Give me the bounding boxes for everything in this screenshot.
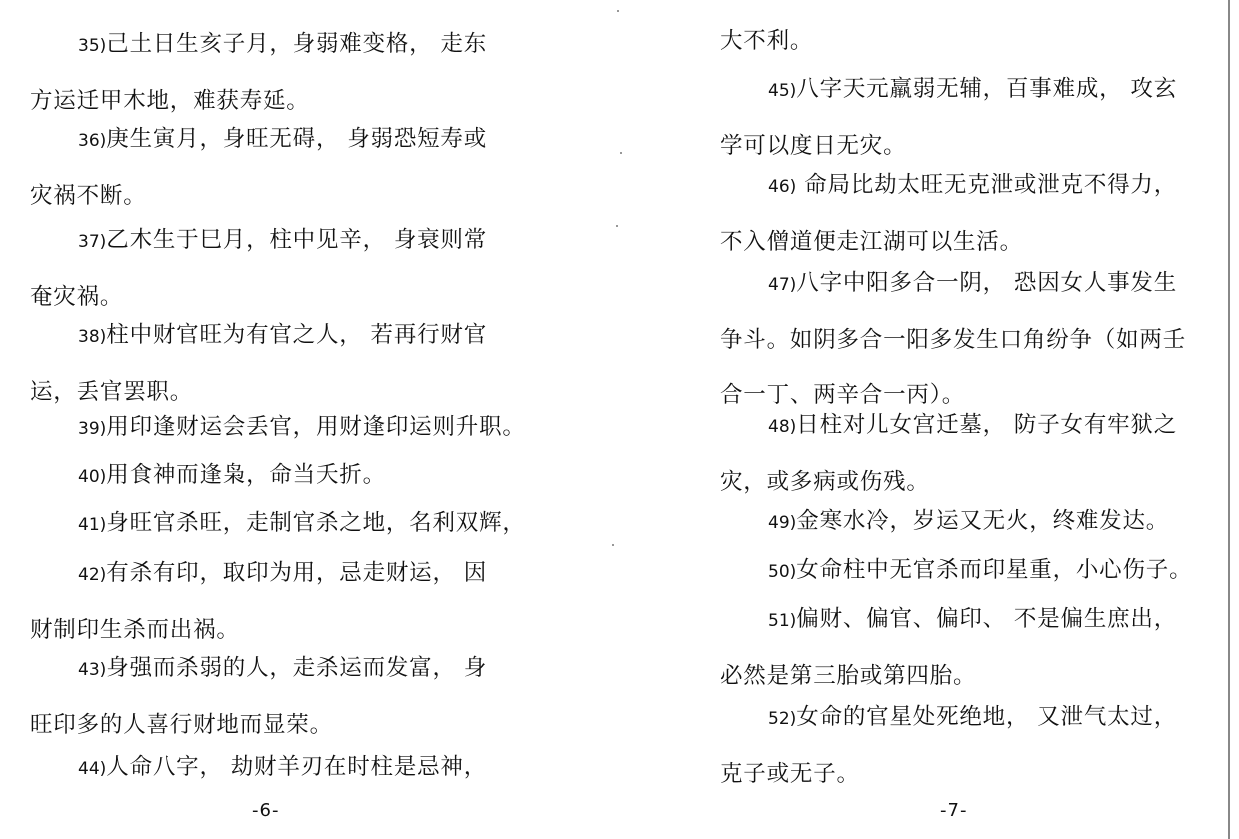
paragraph-line: 偏财、偏官、偏印、 不是偏生庶出，: [796, 606, 1178, 632]
paragraph-line: 庚生寅月，身旺无碍， 身弱恐短寿或: [106, 126, 488, 152]
paragraph-number: 52): [768, 709, 797, 729]
paragraph-line: 用食神而逢枭，命当夭折。: [106, 462, 386, 488]
scan-edge: [1228, 0, 1230, 839]
paragraph-line: 命局比劫太旺无克泄或泄克不得力，: [796, 172, 1178, 198]
paragraph-line: 身强而杀弱的人，走杀运而发富， 身: [106, 655, 488, 681]
paragraph-line: 八字天元羸弱无辅，百事难成， 攻玄: [796, 76, 1178, 102]
paragraph-44: [30, 740, 530, 797]
paragraph-line: 不入僧道便走江湖可以生活。: [720, 229, 1023, 255]
paragraph-line: 奄灾祸。: [30, 284, 124, 310]
paragraph-number: 38): [78, 327, 107, 347]
paragraph-36: [30, 112, 530, 224]
paragraph-number: 41): [78, 515, 107, 535]
scan-speck: [612, 544, 614, 546]
paragraph-line: 人命八字， 劫财羊刃在时柱是忌神，: [106, 754, 488, 780]
paragraph-line: 身旺官杀旺，走制官杀之地，名利双辉，: [106, 510, 526, 536]
page-number-left: -6-: [252, 800, 280, 821]
paragraph-line: 必然是第三胎或第四胎。: [720, 663, 977, 689]
paragraph-51: [720, 592, 1220, 704]
paragraph-line: 乙木生于巳月，柱中见辛， 身衰则常: [106, 227, 488, 253]
paragraph-number: 45): [768, 81, 797, 101]
paragraph-line: 运，丢官罢职。: [30, 379, 194, 405]
paragraph-line: 用印逢财运会丢官，用财逢印运则升职。: [106, 414, 526, 440]
left-page: [30, 0, 530, 839]
right-page: [720, 0, 1220, 839]
paragraph-number: 36): [78, 131, 107, 151]
paragraph-line: 旺印多的人喜行财地而显荣。: [30, 712, 333, 738]
paragraph-line: 灾祸不断。: [30, 183, 147, 209]
page-number-right: -7-: [940, 800, 968, 821]
paragraph-line: 己土日生亥子月，身弱难变格， 走东: [106, 31, 488, 57]
paragraph-line: 八字中阳多合一阴， 恐因女人事发生: [796, 270, 1178, 296]
paragraph-line: 日柱对儿女宫迁墓， 防子女有牢狱之: [796, 412, 1178, 438]
paragraph-line: 学可以度日无灾。: [720, 133, 907, 159]
scan-speck: [620, 152, 622, 154]
paragraph-number: 35): [78, 36, 107, 56]
paragraph-41: [30, 496, 530, 553]
paragraph-number: 37): [78, 232, 107, 252]
paragraph-number: 44): [78, 759, 107, 779]
scan-speck: [617, 10, 619, 12]
paragraph-number: 43): [78, 660, 107, 680]
paragraph-number: 46): [768, 177, 797, 197]
paragraph-line: 女命柱中无官杀而印星重，小心伤子。: [796, 557, 1193, 583]
paragraph-number: 48): [768, 417, 797, 437]
scan-speck: [616, 225, 618, 227]
paragraph-line: 争斗。如阴多合一阳多发生口角纷争（如两壬: [720, 327, 1187, 353]
paragraph-line: 大不利。: [720, 28, 814, 54]
paragraph-number: 47): [768, 275, 797, 295]
paragraph-43: [30, 641, 530, 753]
paragraph-line: 合一丁、两辛合一丙）。: [720, 382, 966, 408]
paragraph-number: 49): [768, 513, 797, 533]
paragraph-continuation: [720, 14, 1220, 69]
paragraph-line: 柱中财官旺为有官之人， 若再行财官: [106, 322, 488, 348]
paragraph-46: [720, 158, 1220, 270]
paragraph-number: 50): [768, 562, 797, 582]
paragraph-line: 方运迁甲木地，难获寿延。: [30, 88, 310, 114]
paragraph-line: 女命的官星处死绝地， 又泄气太过，: [796, 704, 1178, 730]
paragraph-line: 有杀有印，取印为用，忌走财运， 因: [106, 560, 488, 586]
paragraph-number: 42): [78, 565, 107, 585]
paragraph-number: 40): [78, 467, 107, 487]
paragraph-line: 金寒水冷，岁运又无火，终难发达。: [796, 508, 1170, 534]
paragraph-number: 39): [78, 419, 107, 439]
paragraph-line: 灾，或多病或伤残。: [720, 469, 930, 495]
paragraph-line: 财制印生杀而出祸。: [30, 617, 240, 643]
paragraph-52: [720, 690, 1220, 802]
paragraph-number: 51): [768, 611, 797, 631]
paragraph-line: 克子或无子。: [720, 761, 860, 787]
